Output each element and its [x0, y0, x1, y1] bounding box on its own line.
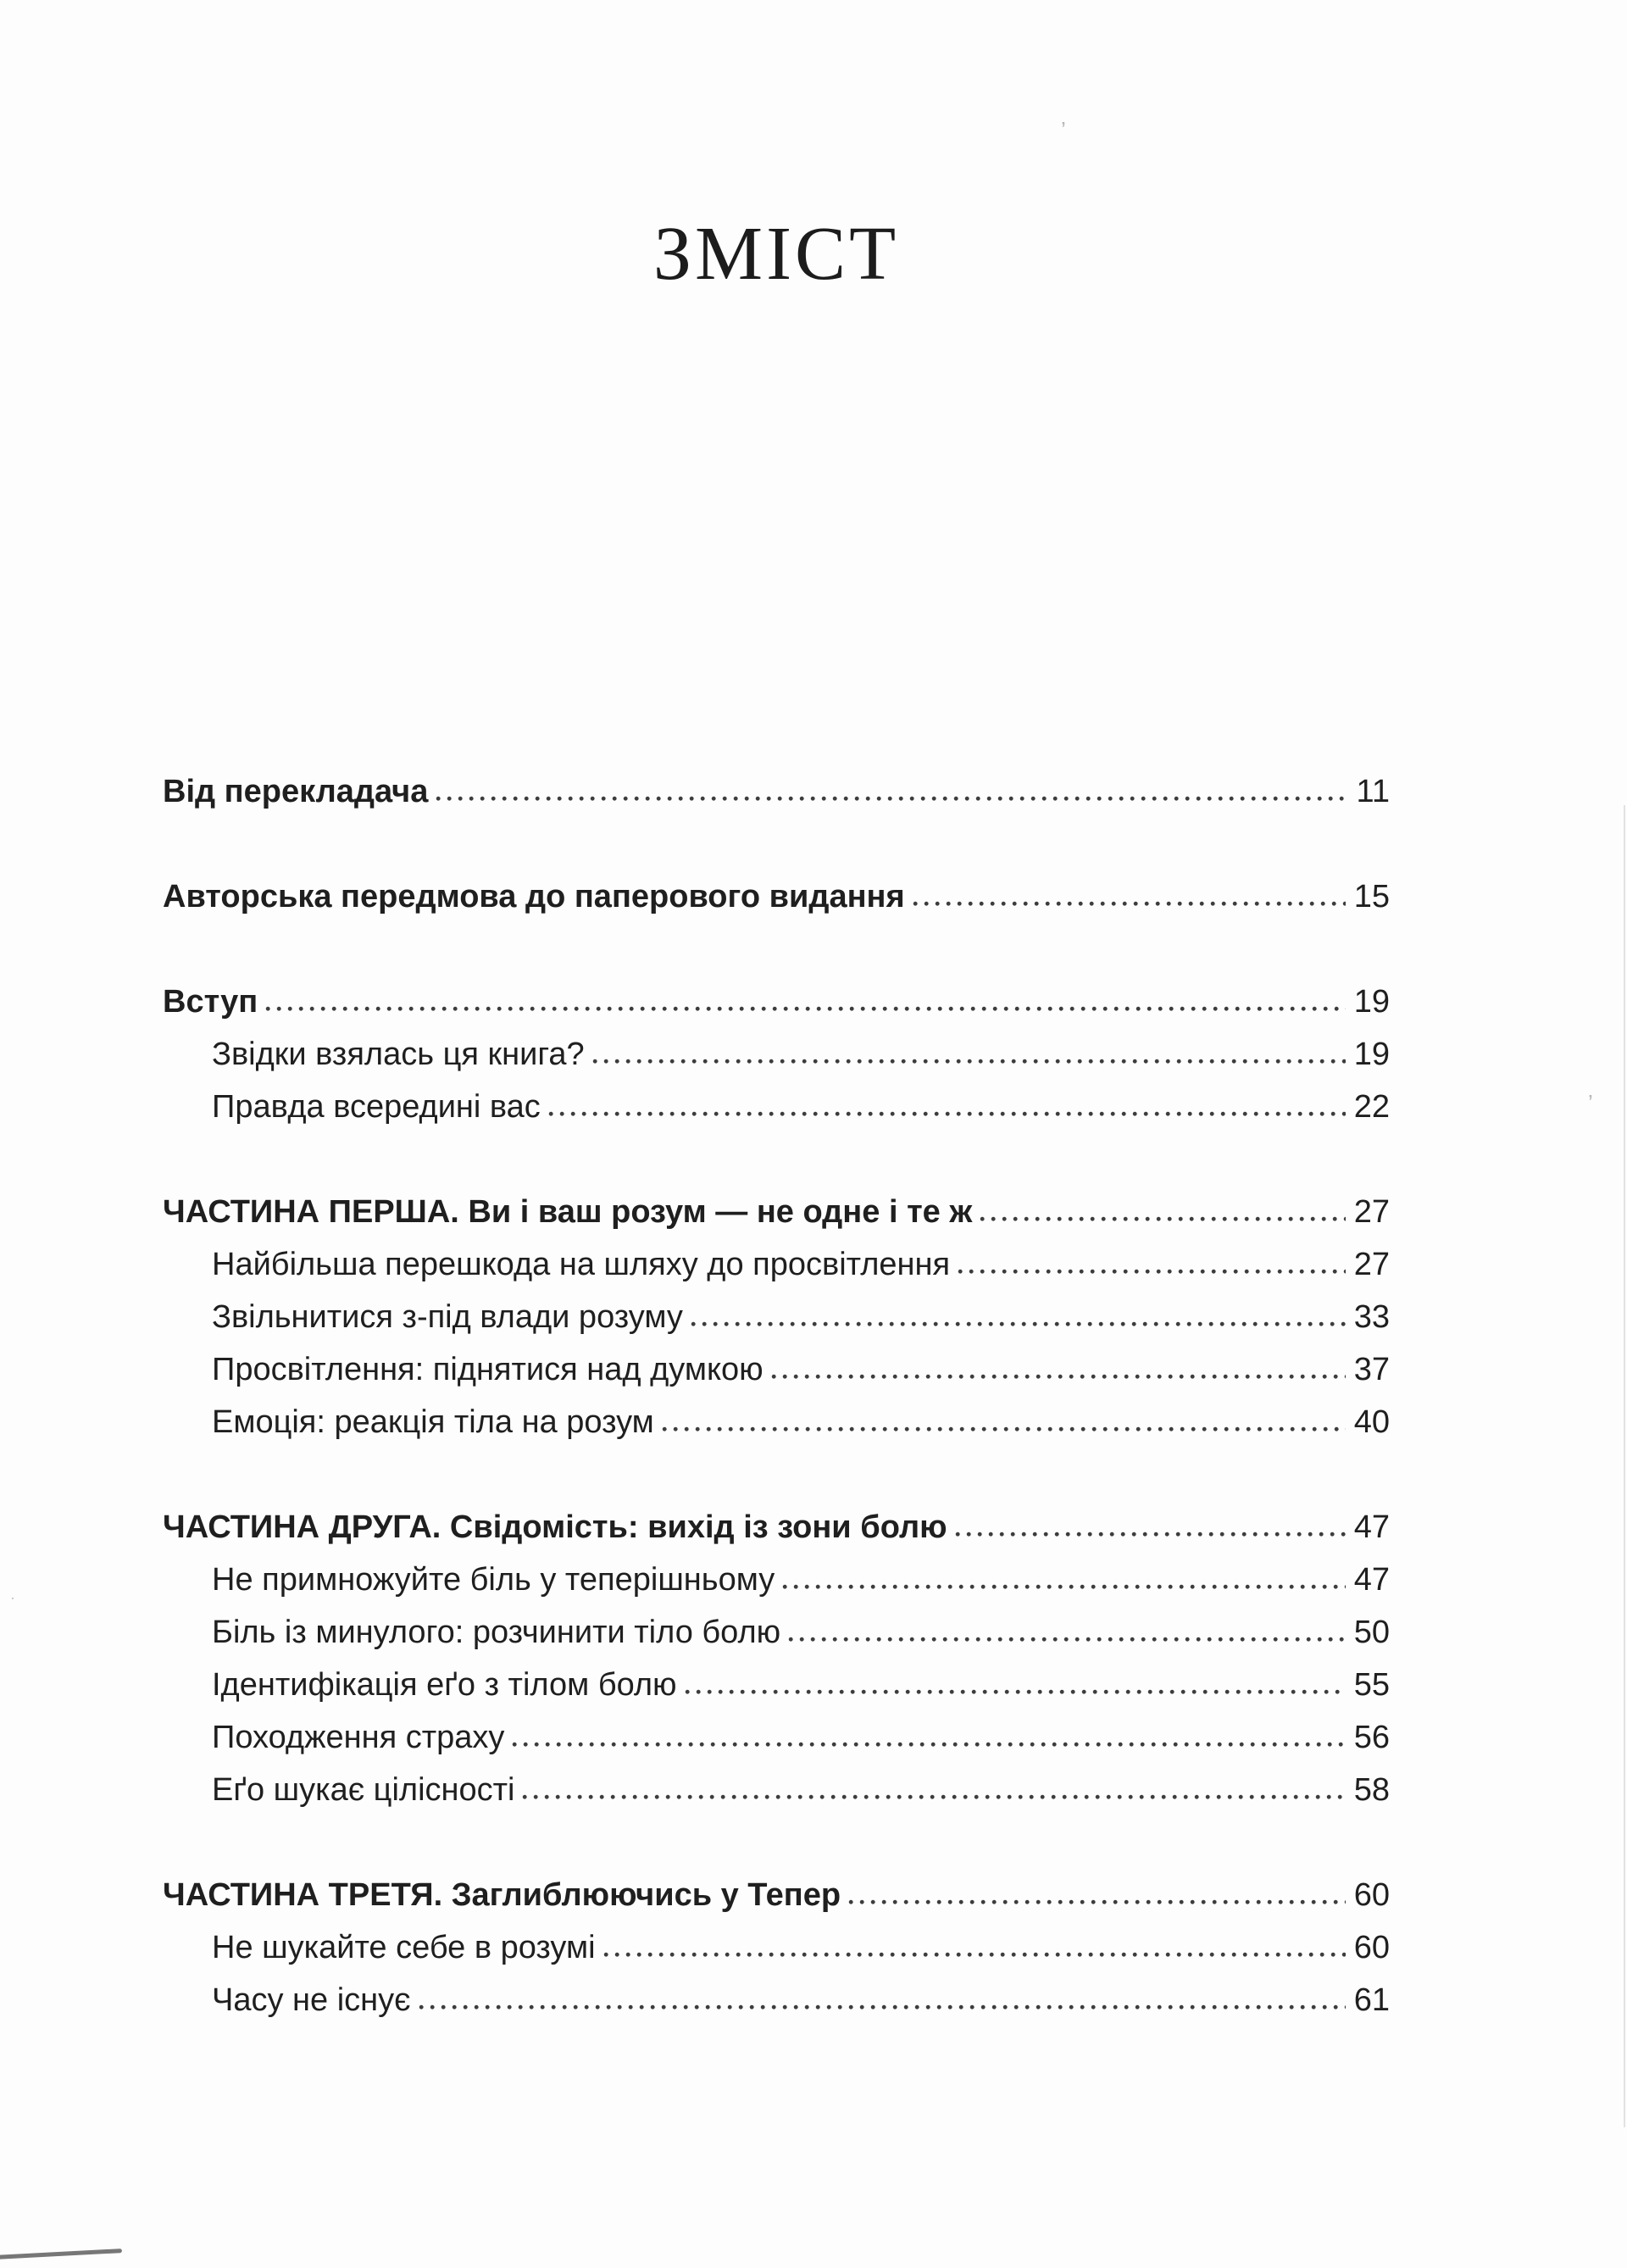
toc-entry-page: 22 [1353, 1089, 1390, 1125]
toc-entry-label: Звільнитися з-під влади розуму [212, 1299, 683, 1335]
toc-entry [163, 1028, 1390, 1081]
dot-leader [691, 1321, 1346, 1327]
dot-leader [782, 1584, 1345, 1590]
toc-entry-page: 60 [1353, 1930, 1390, 1965]
toc-entry-label: Правда всередині вас [212, 1089, 541, 1125]
toc-entry [163, 1291, 1390, 1343]
toc-entry-page: 58 [1353, 1772, 1390, 1808]
toc-entry [163, 765, 1390, 818]
dot-leader [958, 1269, 1346, 1275]
toc-entry [163, 1186, 1390, 1238]
toc-entry-page: 61 [1353, 1982, 1390, 2018]
toc-entry-label: ЧАСТИНА ТРЕТЯ. Заглиблюючись у Тепер [163, 1877, 841, 1913]
dot-leader [436, 796, 1347, 802]
toc-entry-page: 15 [1353, 879, 1390, 914]
page-title: ЗМІСТ [652, 212, 900, 296]
toc-entry [163, 1869, 1390, 1921]
toc-entry [163, 1764, 1390, 1816]
dot-leader [788, 1637, 1346, 1643]
toc-entry-page: 27 [1353, 1247, 1390, 1282]
toc-entry-label: Найбільша перешкода на шляху до просвітлення [212, 1247, 951, 1282]
toc-entry-label: Не шукайте себе в розумі [212, 1930, 596, 1965]
toc-entry-label: Ідентифікація еґо з тілом болю [212, 1667, 677, 1703]
toc-entry [163, 1238, 1390, 1291]
toc-entry [163, 1554, 1390, 1606]
toc-entry [163, 1921, 1390, 1974]
toc-entry-label: Походження страху [212, 1720, 505, 1755]
toc-entry-label: Еґо шукає цілісності [212, 1772, 515, 1808]
scan-corner-mark [0, 2249, 122, 2260]
toc-entry-page: 40 [1353, 1404, 1390, 1440]
table-of-contents [163, 765, 1390, 2026]
toc-entry-label: ЧАСТИНА ДРУГА. Свідомість: вихід із зони болю [163, 1509, 947, 1545]
dot-leader [662, 1426, 1346, 1432]
toc-entry-label: Біль із минулого: розчинити тіло болю [212, 1615, 781, 1650]
dot-leader [512, 1742, 1345, 1748]
toc-entry-label: Авторська передмова до паперового видання [163, 879, 905, 914]
scan-speck: ’ [1061, 117, 1066, 142]
dot-leader [592, 1059, 1346, 1065]
toc-entry-page: 11 [1356, 774, 1390, 809]
toc-entry [163, 870, 1390, 923]
toc-entry-page: 33 [1353, 1299, 1390, 1335]
dot-leader [980, 1216, 1345, 1222]
dot-leader [419, 2004, 1346, 2010]
dot-leader [685, 1689, 1346, 1695]
toc-entry-label: Звідки взялась ця книга? [212, 1037, 585, 1072]
dot-leader [913, 901, 1346, 907]
toc-entry-page: 60 [1353, 1877, 1390, 1913]
scan-speck: ’ [1588, 1090, 1593, 1115]
dot-leader [955, 1531, 1346, 1537]
dot-leader [522, 1794, 1345, 1800]
toc-entry [163, 1343, 1390, 1396]
dot-leader [771, 1374, 1346, 1380]
toc-entry [163, 976, 1390, 1028]
toc-entry-label: ЧАСТИНА ПЕРША. Ви і ваш розум — не одне і те ж [163, 1194, 973, 1230]
toc-entry [163, 1606, 1390, 1659]
toc-entry [163, 1501, 1390, 1554]
toc-entry-page: 19 [1353, 1037, 1390, 1072]
toc-entry [163, 1659, 1390, 1711]
toc-entry-label: Просвітлення: піднятися над думкою [212, 1352, 764, 1387]
scan-edge-line [1624, 805, 1625, 2127]
toc-entry [163, 1396, 1390, 1448]
toc-entry-page: 50 [1353, 1615, 1390, 1650]
toc-entry-page: 55 [1353, 1667, 1390, 1703]
toc-entry-page: 27 [1353, 1194, 1390, 1230]
toc-entry-label: Вступ [163, 984, 258, 1020]
toc-entry [163, 1081, 1390, 1133]
toc-entry [163, 1974, 1390, 2026]
toc-entry-label: Часу не існує [212, 1982, 411, 2018]
toc-entry-page: 47 [1353, 1562, 1390, 1598]
toc-entry-page: 37 [1353, 1352, 1390, 1387]
toc-entry [163, 1711, 1390, 1764]
dot-leader [265, 1006, 1346, 1012]
scan-speck: · [10, 1589, 15, 1606]
toc-entry-page: 19 [1353, 984, 1390, 1020]
toc-entry-page: 47 [1353, 1509, 1390, 1545]
page-content [163, 0, 1390, 2026]
toc-entry-label: Не примножуйте біль у теперішньому [212, 1562, 775, 1598]
dot-leader [848, 1899, 1346, 1905]
dot-leader [548, 1111, 1346, 1117]
toc-entry-label: Від перекладача [163, 774, 429, 809]
toc-entry-page: 56 [1353, 1720, 1390, 1755]
dot-leader [603, 1952, 1346, 1958]
toc-entry-label: Емоція: реакція тіла на розум [212, 1404, 654, 1440]
